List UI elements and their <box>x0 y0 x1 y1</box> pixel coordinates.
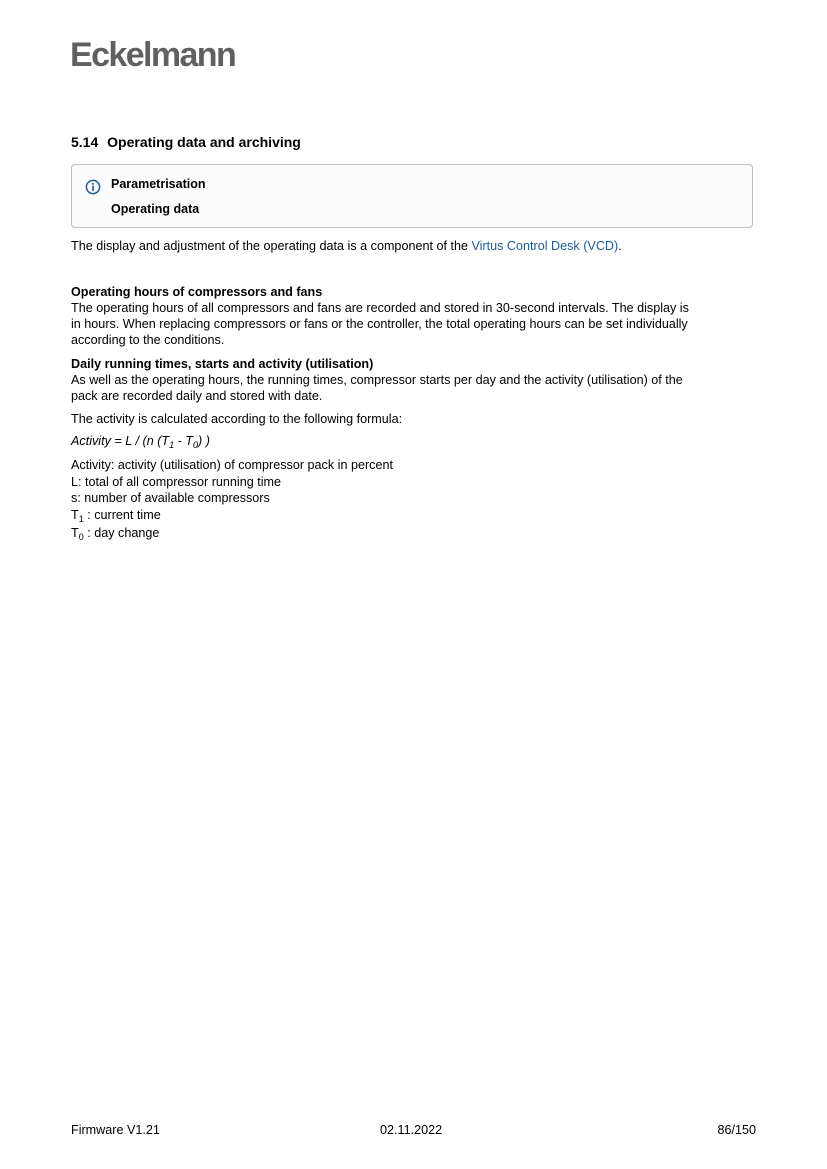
definition-s: s: number of available compressors <box>71 491 270 505</box>
formula-sub-1: 1 <box>169 440 175 450</box>
vcd-link[interactable]: Virtus Control Desk (VCD) <box>471 239 619 253</box>
formula-suffix: ) ) <box>198 434 210 448</box>
section-number: 5.14 <box>71 134 99 150</box>
daily-running-line-2: pack are recorded daily and stored with date. <box>71 389 323 403</box>
operating-hours-heading: Operating hours of compressors and fans <box>71 285 323 299</box>
t1-subscript: 1 <box>78 514 84 524</box>
formula-sub-0: 0 <box>193 440 199 450</box>
intro-text: The display and adjustment of the operating data is a component of the <box>71 239 472 253</box>
intro-paragraph <box>71 238 622 255</box>
company-logo: Eckelmann <box>70 36 236 74</box>
footer-firmware-version: Firmware V1.21 <box>71 1123 160 1137</box>
footer-date: 02.11.2022 <box>380 1123 443 1137</box>
operating-hours-line-1: The operating hours of all compressors and fans are recorded and stored in 30-second intervals. The display is <box>71 301 689 315</box>
definition-t1 <box>71 507 161 524</box>
operating-hours-line-2: in hours. When replacing compressors or fans or the controller, the total operating hours can be set individually <box>71 317 688 331</box>
operating-hours-line-3: according to the conditions. <box>71 333 225 347</box>
t1-symbol: T <box>71 508 79 522</box>
section-heading <box>71 134 301 150</box>
t0-text: : day change <box>83 526 160 540</box>
definition-l: L: total of all compressor running time <box>71 475 281 489</box>
definition-t0 <box>71 525 159 542</box>
info-icon <box>85 179 101 195</box>
daily-running-line-1: As well as the operating hours, the running times, compressor starts per day and the activity (utilisation) of the <box>71 373 683 387</box>
t0-subscript: 0 <box>78 532 84 542</box>
t1-text: : current time <box>83 508 161 522</box>
t0-symbol: T <box>71 526 79 540</box>
info-box <box>71 164 753 228</box>
info-box-parametrisation: Parametrisation <box>111 177 206 191</box>
section-title: Operating data and archiving <box>107 134 301 150</box>
definition-activity: Activity: activity (utilisation) of compressor pack in percent <box>71 458 393 472</box>
formula-prefix: Activity = L / (n (T <box>71 434 170 448</box>
footer-page-number: 86/150 <box>717 1123 756 1137</box>
activity-formula <box>71 433 210 450</box>
info-box-operating-data: Operating data <box>111 202 200 216</box>
daily-running-heading: Daily running times, starts and activity (utilisation) <box>71 357 374 371</box>
formula-intro: The activity is calculated according to the following formula: <box>71 412 403 426</box>
formula-middle: - T <box>174 434 193 448</box>
intro-period: . <box>618 239 622 253</box>
